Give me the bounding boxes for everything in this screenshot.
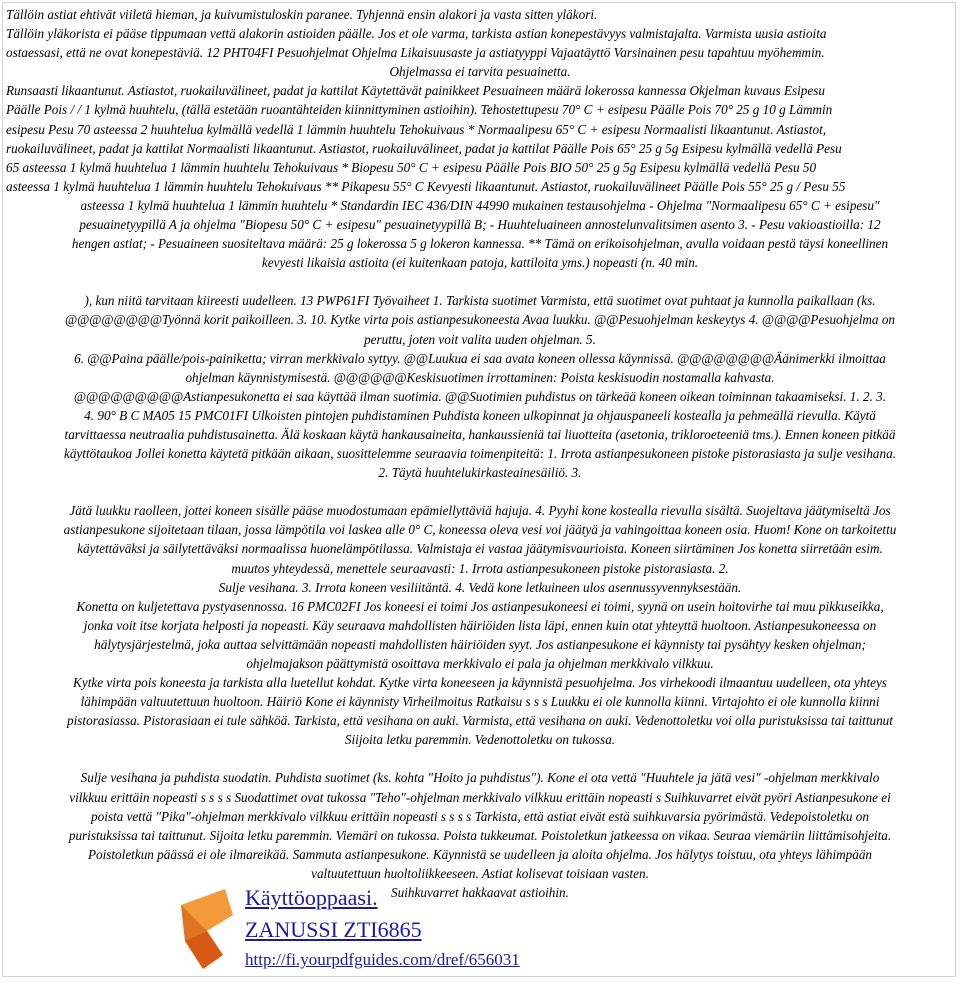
paragraph-gap	[6, 272, 954, 291]
text-line: 6. @@Paina päälle/pois-painiketta; virran merkkivalo syttyy. @@Luukua ei saa avata koneen ollessa käynnissä. @@@@@@@@Äänimerkki ilmoittaa	[74, 350, 886, 366]
paragraph-gap	[6, 482, 954, 501]
text-line: tarvittaessa neutraalia puhdistusainetta. Älä koskaan käytä hankausaineita, hankaussieniä tai liuotteita (asetonia, trikloroeteeniä tms.). Ennen koneen pitkää	[64, 426, 896, 442]
text-line: poista vettä "Pika"-ohjelman merkkivalo vilkkuu erittäin nopeasti s s s s Tarkista, että astiat eivät estä suihkuvarsia pyörimästä. Vedepoistoletku on	[91, 808, 869, 824]
text-line: Kytke virta pois koneesta ja tarkista alla luetellut kohdat. Kytke virta koneeseen ja käynnistä pesuohjelma. Jos virhekoodi ilmaantuu uudelleen, ota yhteys	[73, 675, 887, 691]
document-page	[2, 2, 956, 977]
text-line: Poistoletkun päässä ei ole ilmareikää. Sammuta astianpesukone. Käynnistä se uudelleen ja aloita ohjelma. Jos hälytys toistuu, ota yhteys lähimpään	[87, 846, 873, 862]
text-line: Ohjelmassa ei tarvita pesuainetta.	[389, 64, 571, 80]
text-line: Konetta on kuljetettava pystyasennossa. 16 PMC02FI Jos koneesi ei toimi Jos astianpesukoneesi ei toimi, syynä on usein hoitovirhe tai muu pikkuseikka,	[76, 598, 884, 614]
text-line: asteessa 1 kylmä huuhtelua 1 lämmin huuhtelu * Standardin IEC 436/DIN 44990 mukainen testausohjelma - Ohjelma "Normaalipesu 65° C + esipesu"	[80, 197, 880, 213]
product-link[interactable]: ZANUSSI ZTI6865	[245, 917, 422, 942]
text-line: vilkkuu erittäin nopeasti s s s s Suodattimet ovat tukossa "Teho"-ohjelman merkkivalo vilkkuu erittäin nopeasti s Suihkuvarret eivät pyöri Astianpesukone ei	[69, 789, 891, 805]
text-line: ruokailuvälineet, padat ja kattilat Normaalisti likaantunut. Astiastot, ruokailuvälineet, padat ja kattilat Päälle Pois 65° 25 g 5g Esipesu kylmällä vedellä Pesu	[6, 140, 842, 156]
text-line: Jätä luukku raolleen, jottei koneen sisälle pääse muodostumaan epämiellyttäviä hajuja. 4. Pyyhi kone kostealla rievulla sisältä. Suojeltava jäätymiseltä Jos	[69, 503, 891, 519]
footer-links	[245, 883, 520, 971]
paragraph-gap	[6, 749, 954, 768]
text-line: Runsaasti likaantunut. Astiastot, ruokailuvälineet, padat ja kattilat Käytettävät painikkeet Pesuaineen määrä lokerossa kannessa Okjelman kuvaus Esipesu	[6, 83, 825, 99]
text-line: valtuutettuun huoltoliikkeeseen. Astiat kolisevat toisiaan vasten.	[311, 865, 649, 881]
text-line: @@@@@@@@@Astianpesukonetta ei saa käyttää ilman suotimia. @@Suotimien puhdistus on tärkeää koneen oikean toiminnan takaamiseksi. 1. 2. 3.	[73, 388, 887, 404]
text-line: Sulje vesihana ja puhdista suodatin. Puhdista suotimet (ks. kohta "Hoito ja puhdistus"). Kone ei ota vettä "Huuhtele ja jätä vesi" -ohjelman merkkivalo	[80, 770, 880, 786]
text-line: käytettäväksi ja säilytettäväksi normaalissa huonelämpötilassa. Valmistaja ei vastaa jäätymisvaurioista. Koneen siirtäminen Jos konetta siirretään esim.	[77, 541, 883, 557]
text-line: Siijoita letku paremmin. Vedenottoletku on tukossa.	[344, 732, 616, 748]
manual-link[interactable]: Käyttöoppaasi.	[245, 885, 378, 910]
text-line: asteessa 1 kylmä huuhtelua 1 lämmin huuhtelu Tehokuivaus ** Pikapesu 55° C Kevyesti likaantunut. Astiastot, ruokailuvälineet Päälle Pois 55° 25 g / Pesu 55	[6, 178, 846, 194]
text-line: puristuksissa tai taittunut. Sijoita letku paremmin. Viemäri on tukossa. Poista tukkeumat. Poistoletkun jatkeessa on vikaa. Seuraa viemäriin liittämisohjeita.	[68, 827, 892, 843]
text-line: peruttu, joten voit valita uuden ohjelman. 5.	[364, 331, 596, 347]
text-line: Suihkuvarret hakkaavat astioihin.	[391, 885, 569, 901]
text-line: 65 asteessa 1 kylmä huuhtelua 1 lämmin huuhtelu Tehokuivaus * Biopesu 50° C + esipesu Päälle Pois BIO 50° 25 g 5g Esipesu kylmällä vedellä Pesu 50	[6, 159, 817, 175]
text-line: ostaessasi, että ne ovat konepestäviä. 12 PHT04FI Pesuohjelmat Ohjelma Likaisuusaste ja astiatyyppi Vajaatäyttö Varsinainen pesu tapahtuu myöhemmin.	[6, 45, 825, 61]
text-line: Tällöin yläkorista ei pääse tippumaan vettä alakorin astioiden päälle. Jos et ole varma, tarkista astian konepestävyys valmistajalta. Varmista uusia astioita	[6, 26, 827, 42]
text-line: ), kun niitä tarvitaan kiireesti uudelleen. 13 PWP61FI Työvaiheet 1. Tarkista suotimet Varmista, että suotimet ovat puhtaat ja kunnolla paikallaan (ks.	[84, 293, 876, 309]
footer	[173, 883, 613, 973]
text-line: Tällöin astiat ehtivät viiletä hieman, ja kuivumistuloskin paranee. Tyhjennä ensin alakori ja vasta sitten yläkori.	[6, 7, 598, 22]
text-line: 4. 90° B C MA05 15 PMC01FI Ulkoisten pintojen puhdistaminen Puhdista koneen ulkopinnat ja ohjauspaneeli kostealla ja pehmeällä rievulla. Käytä	[84, 407, 876, 423]
url-link[interactable]: http://fi.yourpdfguides.com/dref/656031	[245, 950, 520, 969]
text-line: astianpesukone sijoitetaan tilaan, jossa lämpötila voi laskea alle 0° C, koneessa oleva vesi voi jäätyä ja vahingoittaa koneen osia. Huom! Kone on tarkoitettu	[63, 522, 897, 538]
pdf-guide-logo-icon	[173, 885, 241, 973]
text-line: ohjelman käynnistymisestä. @@@@@@Keskisuotimen irrottaminen: Poista keskisuodin nostamalla kahvasta.	[185, 369, 775, 385]
text-line: 2. Täytä huuhtelukirkasteainesäiliö. 3.	[378, 465, 582, 481]
text-line: ohjelmajakson päättymistä osoittava merkkivalo ei pala ja ohjelman merkkivalo vilkkuu.	[246, 656, 714, 671]
text-line: Sulje vesihana. 3. Irrota koneen vesiliitäntä. 4. Vedä kone letkuineen ulos asennussyvennyksestään.	[218, 579, 742, 595]
text-line: pesuainetyypillä A ja ohjelma "Biopesu 50° C + esipesu" pesuainetyypillä B; - Huuhteluaineen annostelunvalitsimen asento 3. - Pesu vakioastioilla: 12	[79, 217, 881, 233]
manual-text	[6, 5, 954, 902]
text-line: jonka voit itse korjata helposti ja nopeasti. Käy seuraava mahdollisten häiriöiden lista läpi, ennen kuin otat yhteyttä huoltoon. Astianpesukoneessa on	[83, 617, 877, 633]
text-line: @@@@@@@@Työnnä korit paikoilleen. 3. 10. Kytke virta pois astianpesukoneesta Avaa luukku. @@Pesuohjelman keskeytys 4. @@@@Pesuohjelma on	[64, 312, 896, 328]
text-line: pistorasiassa. Pistorasiaan ei tule sähköä. Tarkista, että vesihana on auki. Varmista, että vesihana on auki. Vedenottoletku voi olla puristuksissa tai taittunut	[67, 713, 893, 729]
text-line: Päälle Pois / / 1 kylmä huuhtelu, (tällä estetään ruoantähteiden kiinnittyminen astioihin). Tehostettupesu 70° C + esipesu Päälle Pois 70° 25 g 10 g Lämmin	[6, 102, 833, 118]
text-line: käyttötaukoa Jollei konetta käytetä pitkään aikaan, suosittelemme seuraavia toimenpiteitä: 1. Irrota astianpesukoneen pistoke pistorasiasta ja sulje vesihana.	[63, 446, 896, 462]
text-line: muutos yhteydessä, menettele seuraavasti: 1. Irrota astianpesukoneen pistoke pistorasiasta. 2.	[231, 560, 729, 576]
text-line: hälytysjärjestelmä, joka auttaa selvittämään nopeasti mahdollisten häiriöiden syyt. Jos astianpesukone ei käynnisty tai pysähtyy kesken ohjelman;	[94, 636, 866, 652]
text-line: hengen astiat; - Pesuaineen suositeltava määrä: 25 g lokerossa 5 g lokeron kannessa. ** Tämä on erikoisohjelman, avulla voidaan pestä täysi koneellinen	[71, 236, 889, 252]
text-line: kevyesti likaisia astioita (ei kuitenkaan patoja, kattiloita yms.) nopeasti (n. 40 min.	[261, 255, 699, 271]
text-line: esipesu Pesu 70 asteessa 2 huuhtelua kylmällä vedellä 1 lämmin huuhtelu Tehokuivaus * Normaalipesu 65° C + esipesu Normaalisti likaantunut. Astiastot,	[6, 121, 827, 137]
text-line: lähimpään valtuutettuun huoltoon. Häiriö Kone ei käynnisty Virheilmoitus Ratkaisu s s s Luukku ei ole kunnolla kiinni. Virtajohto ei ole kunnolla kiinni	[80, 694, 880, 710]
